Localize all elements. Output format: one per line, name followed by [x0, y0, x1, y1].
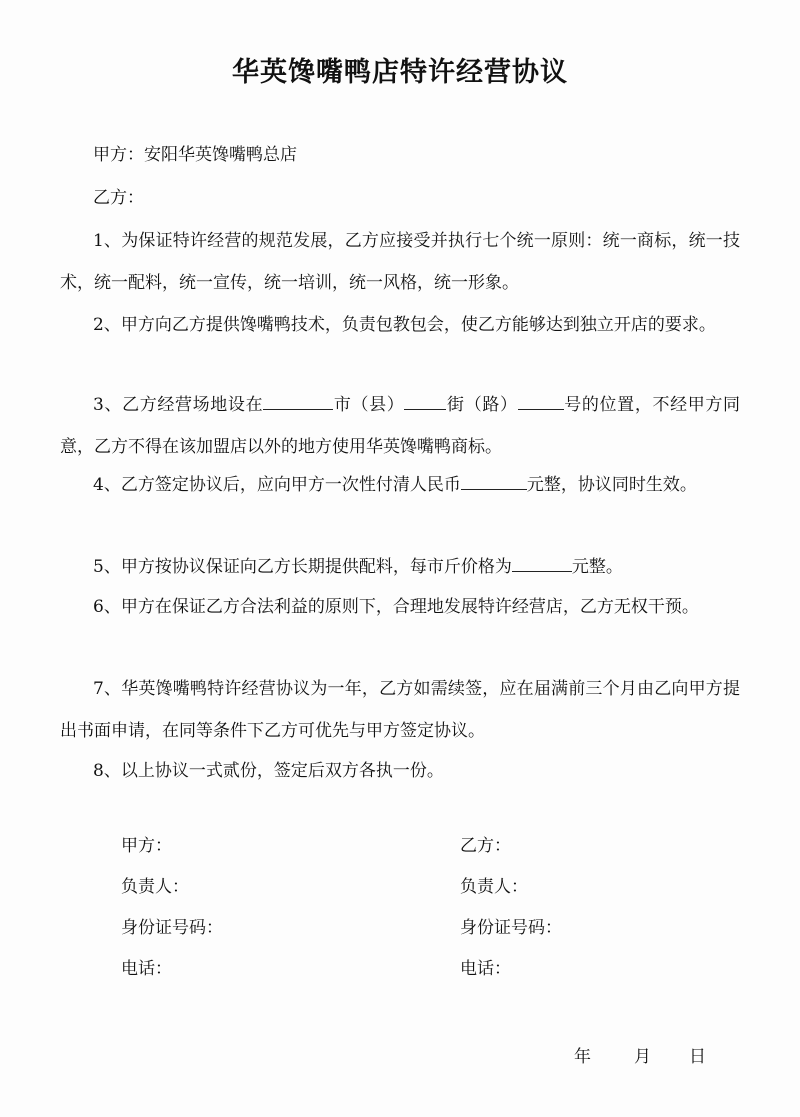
clause-6: 6、甲方在保证乙方合法利益的原则下，合理地发展特许经营店，乙方无权干预。 [93, 597, 699, 617]
clause-3 [60, 384, 740, 468]
clause-4-part-2: 元整，协议同时生效。 [526, 475, 697, 495]
clause-5-part-2: 元整。 [571, 557, 623, 577]
signature-party-b: 乙方： [460, 836, 511, 856]
signature-party-a: 甲方： [121, 836, 172, 856]
signature-a-phone: 电话： [121, 959, 172, 979]
price-blank [512, 555, 572, 572]
signature-a-id: 身份证号码： [121, 918, 223, 938]
signature-a-person: 负责人： [121, 877, 189, 897]
clause-3-part-1: 3、乙方经营场地设在 [93, 395, 264, 415]
amount-blank [461, 473, 527, 490]
clause-8: 8、以上协议一式贰份，签定后双方各执一份。 [93, 761, 444, 781]
clause-7: 7、华英馋嘴鸭特许经营协议为一年，乙方如需续签，应在届满前三个月由乙向甲方提出书面申请，在同等条件下乙方可优先与甲方签定协议。 [60, 679, 740, 741]
clause-5 [60, 546, 740, 588]
clause-5-part-1: 5、甲方按协议保证向乙方长期提供配料，每市斤价格为 [93, 557, 512, 577]
party-b-line: 乙方： [93, 188, 144, 208]
clause-4 [60, 464, 740, 506]
signature-b-phone: 电话： [460, 959, 511, 979]
date-month: 月 [634, 1047, 651, 1067]
clause-2: 2、甲方向乙方提供馋嘴鸭技术，负责包教包会，使乙方能够达到独立开店的要求。 [93, 315, 716, 335]
signature-b-id: 身份证号码： [460, 918, 562, 938]
date-row [574, 1042, 706, 1067]
date-year: 年 [574, 1047, 591, 1067]
street-blank [404, 393, 446, 410]
party-a-line: 甲方：安阳华英馋嘴鸭总店 [93, 145, 297, 165]
number-blank [518, 393, 564, 410]
clause-3-part-4: 号的位置，不经甲方同意，乙方不得在该加盟店以外的地方使用华英馋嘴鸭商标。 [60, 395, 741, 457]
city-blank [263, 393, 333, 410]
clause-1: 1、为保证特许经营的规范发展，乙方应接受并执行七个统一原则：统一商标，统一技术，统一配料，统一宣传，统一培训，统一风格，统一形象。 [60, 231, 740, 293]
clause-4-part-1: 4、乙方签定协议后，应向甲方一次性付清人民币 [93, 475, 461, 495]
clause-3-part-2: 市（县） [333, 395, 405, 415]
signature-b-person: 负责人： [460, 877, 528, 897]
clause-3-part-3: 街（路） [446, 395, 518, 415]
document-title: 华英馋嘴鸭店特许经营协议 [232, 57, 568, 88]
date-day: 日 [689, 1047, 706, 1067]
